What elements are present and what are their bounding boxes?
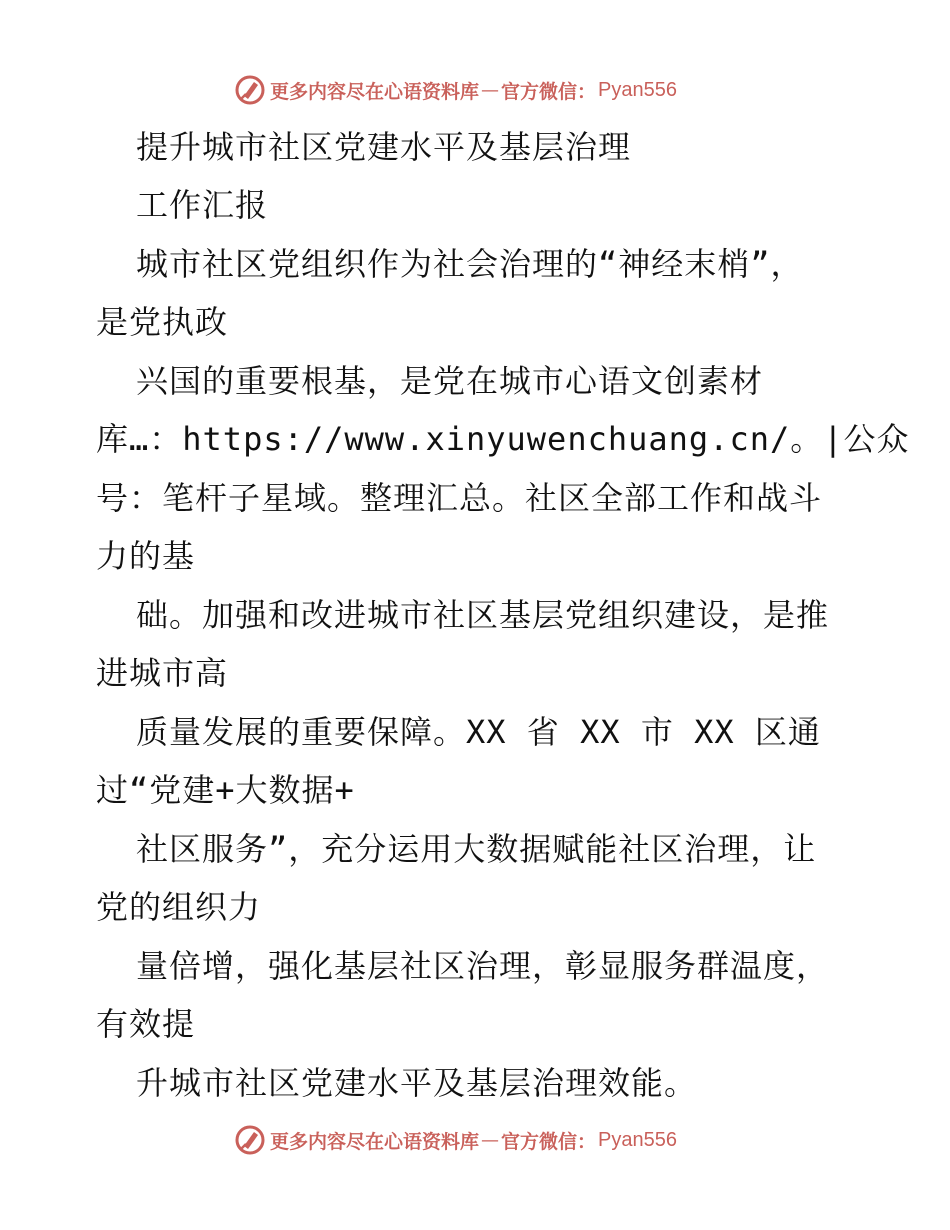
paragraph-line: 量倍增，强化基层社区治理，彰显服务群温度， xyxy=(136,947,830,985)
footer-watermark xyxy=(234,1122,677,1158)
watermark-main-text: 更多内容尽在心语资料库 xyxy=(270,1130,480,1153)
paragraph-line: 兴国的重要根基，是党在城市心语文创素材 xyxy=(136,362,764,400)
paragraph-line: 升城市社区党建水平及基层治理效能。 xyxy=(136,1064,698,1102)
paragraph-line: 号：笔杆子星域。整理汇总。社区全部工作和战斗 xyxy=(96,479,823,517)
pen-nib-circle-icon xyxy=(234,74,266,106)
paragraph-line: 力的基 xyxy=(96,537,196,575)
watermark-separator: — xyxy=(481,1129,500,1151)
paragraph-line: 社区服务”，充分运用大数据赋能社区治理，让 xyxy=(136,830,817,868)
header-watermark xyxy=(234,72,677,108)
watermark-separator: — xyxy=(481,79,500,101)
watermark-wechat-id: Pyan556 xyxy=(598,78,677,101)
pen-nib-circle-icon xyxy=(234,1124,266,1156)
paragraph-line: 库…：https://www.xinyuwenchuang.cn/。|公众 xyxy=(96,420,910,458)
watermark-main-text: 更多内容尽在心语资料库 xyxy=(270,80,480,103)
watermark-sub-text: 官方微信： xyxy=(501,1130,597,1153)
paragraph-line: 过“党建+大数据+ xyxy=(96,771,355,809)
paragraph-line: 进城市高 xyxy=(96,654,229,692)
watermark-sub-text: 官方微信： xyxy=(501,80,597,103)
paragraph-line: 础。加强和改进城市社区基层党组织建设，是推 xyxy=(136,596,830,634)
paragraph-line: 是党执政 xyxy=(96,303,229,341)
title-line-2: 工作汇报 xyxy=(136,186,269,224)
paragraph-line: 党的组织力 xyxy=(96,888,262,926)
watermark-wechat-id: Pyan556 xyxy=(598,1128,677,1151)
paragraph-line: 质量发展的重要保障。XX 省 XX 市 XX 区通 xyxy=(136,713,821,751)
title-line-1: 提升城市社区党建水平及基层治理 xyxy=(136,128,632,166)
paragraph-line: 有效提 xyxy=(96,1005,196,1043)
paragraph-line: 城市社区党组织作为社会治理的“神经末梢”， xyxy=(136,245,804,283)
